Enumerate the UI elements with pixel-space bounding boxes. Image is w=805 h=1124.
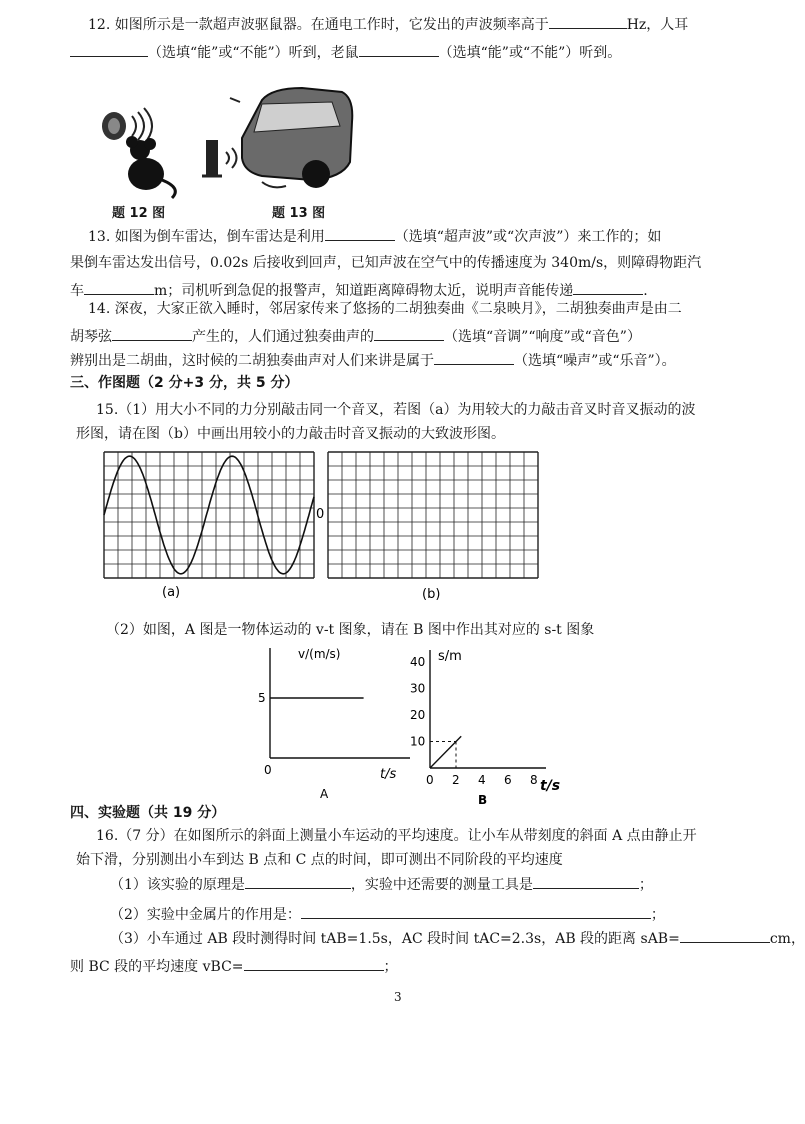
q14-blank-source[interactable] (112, 326, 192, 341)
graph-a (258, 647, 410, 801)
section3-title: 三、作图题（2 分+3 分，共 5 分） (70, 375, 299, 391)
graph-b-ylabel: s/m (438, 649, 462, 664)
q16-sub3: （3）小车通过 AB 段时测得时间 tAB=1.5s，AC 段时间 tAC=2.3s，AB 段的距离 sAB= cm， (110, 928, 805, 949)
graph-b-ytick: 30 (410, 681, 426, 696)
car-shape (242, 88, 352, 180)
graph-b-xtick: 8 (530, 773, 538, 787)
q16-blank-metal-plate[interactable] (301, 904, 651, 919)
grid-b[interactable] (328, 452, 538, 578)
q16-line2: 始下滑，分别测出小车到达 B 点和 C 点的时间，即可测出不同阶段的平均速度 (76, 852, 563, 868)
q16-blank-tool[interactable] (533, 874, 639, 889)
fig13-caption: 题 13 图 (272, 206, 326, 221)
graph-b-ytick: 10 (410, 734, 426, 749)
q14-blank-property[interactable] (374, 326, 444, 341)
graph-b-xtick: 4 (478, 773, 486, 787)
q12-blank-mouse[interactable] (359, 42, 439, 57)
q13-blank-wave-type[interactable] (325, 226, 395, 241)
q13-line2: 果倒车雷达发出信号，0.02s 后接收到回声，已知声波在空气中的传播速度为 340m/s，则障碍物距汽 (70, 255, 702, 271)
q16-blank-sab[interactable] (680, 928, 770, 943)
q13-blank-distance[interactable] (84, 280, 154, 295)
q15-line2: 形图，请在图（b）中画出用较小的力敲击时音叉振动的大致波形图。 (76, 426, 505, 442)
q12-line1: 12. 如图所示是一款超声波驱鼠器。在通电工作时，它发出的声波频率高于 Hz，人耳 (88, 14, 688, 35)
section4-title: 四、实验题（共 19 分） (70, 805, 226, 821)
mouse-shape (128, 158, 164, 190)
graph-a-ytick: 5 (258, 691, 266, 705)
graph-a-ylabel: v/(m/s) (298, 647, 341, 661)
graph-b-xtick: 2 (452, 773, 460, 787)
q16-sub2: （2）实验中金属片的作用是： ； (110, 904, 665, 925)
radar-wave-icon (226, 148, 237, 168)
mouse-repeller-illustration (92, 104, 192, 200)
q16-blank-vbc[interactable] (244, 956, 384, 971)
q14-line1: 14. 深夜，大家正欲入睡时，邻居家传来了悠扬的二胡独奏曲《二泉映月》，二胡独奏曲声是由二 (88, 301, 682, 317)
graph-a-origin: 0 (264, 763, 272, 777)
graph-b-series-line (430, 736, 461, 768)
q13-line1: 13. 如图为倒车雷达，倒车雷达是利用 （选填“超声波”或“次声波”）来工作的；如 (88, 226, 661, 247)
q12-blank-human[interactable] (70, 42, 148, 57)
zero-label-b: 0 (316, 507, 325, 522)
graph-b-ytick: 20 (410, 708, 426, 722)
q15-line1: 15.（1）用大小不同的力分别敲击同一个音叉，若图（a）为用较大的力敲击音叉时音叉振动的波 (96, 402, 696, 418)
car-radar-illustration (192, 82, 362, 194)
grid-a (104, 452, 314, 578)
graph-b-xtick: 6 (504, 773, 512, 787)
graph-b-xlabel: t/s (540, 778, 561, 794)
q16-line1: 16.（7 分）在如图所示的斜面上测量小车运动的平均速度。让小车从带刻度的斜面 A 点由静止开 (96, 828, 697, 844)
motion-graphs (250, 640, 570, 810)
graph-a-xlabel: t/s (380, 767, 397, 782)
q13-blank-transmit[interactable] (573, 280, 643, 295)
waveform-grids (96, 446, 556, 606)
graph-b[interactable] (410, 649, 560, 807)
waveform-a (104, 456, 314, 574)
graph-b-title: B (478, 793, 488, 807)
q13-line3: 车 m；司机听到急促的报警声，知道距离障碍物太近，说明声音能传递 . (70, 280, 648, 301)
page-number: 3 (394, 990, 402, 1004)
q15-part2: （2）如图，A 图是一物体运动的 v-t 图象，请在 B 图中作出其对应的 s-t 图象 (106, 622, 595, 638)
q14-line3: 辨别出是二胡曲，这时候的二胡独奏曲声对人们来讲是属于 （选填“噪声”或“乐音”）。 (70, 350, 676, 371)
q16-sub1: （1）该实验的原理是 ，实验中还需要的测量工具是 ； (110, 874, 653, 895)
q16-blank-principle[interactable] (245, 874, 351, 889)
q14-blank-noise-or-music[interactable] (434, 350, 514, 365)
q16-sub3-line2: 则 BC 段的平均速度 vBC= ； (70, 956, 398, 977)
traffic-cone-shape (206, 140, 218, 176)
graph-a-title: A (320, 787, 329, 801)
q12-line2: （选填“能”或“不能”）听到，老鼠 （选填“能”或“不能”）听到。 (70, 42, 621, 63)
graph-b-xtick: 0 (426, 773, 434, 787)
fig-b-label: (b) (422, 587, 441, 602)
q12-blank-frequency[interactable] (549, 14, 627, 29)
q14-line2: 胡琴弦 产生的，人们通过独奏曲声的 （选填“音调”“响度”或“音色”） (70, 326, 641, 347)
fig12-caption: 题 12 图 (112, 206, 166, 221)
graph-b-ytick: 40 (410, 655, 426, 669)
fig-a-label: (a) (162, 585, 181, 600)
